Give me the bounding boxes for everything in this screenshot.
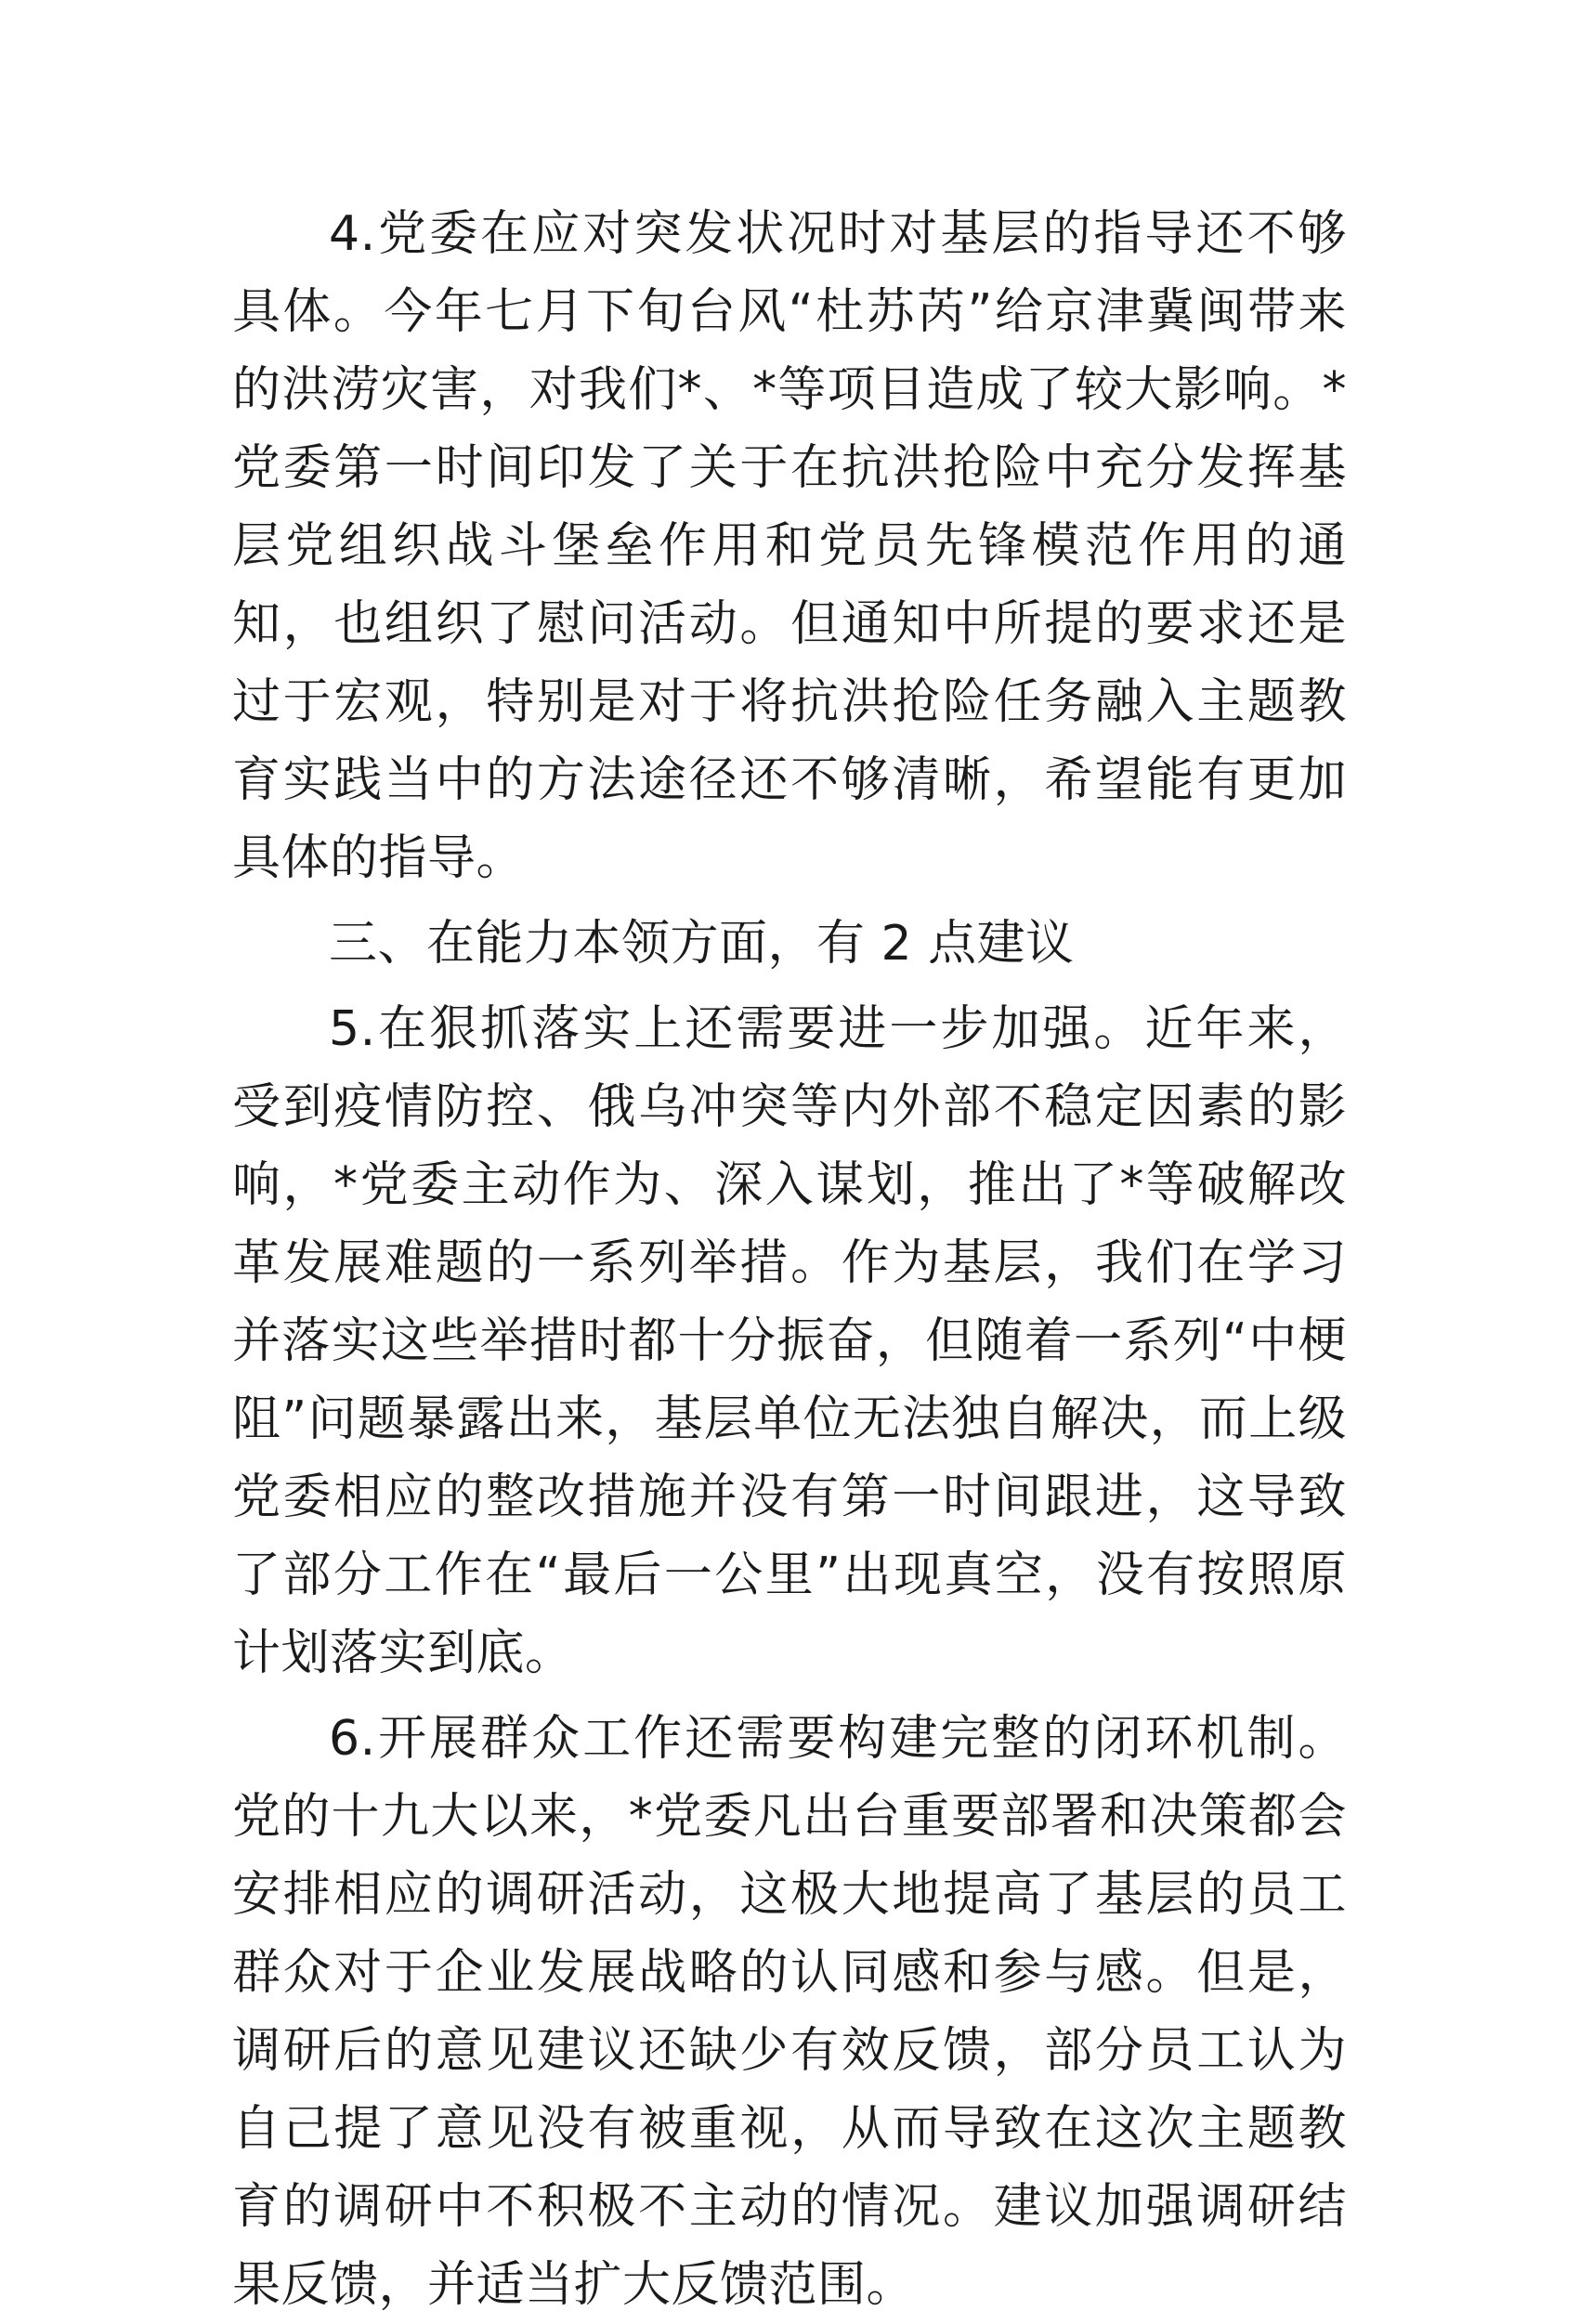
paragraph-4: 4.党委在应对突发状况时对基层的指导还不够具体。今年七月下旬台风“杜苏芮”给京津冀闽带来的洪涝灾害，对我们*、*等项目造成了较大影响。*党委第一时间印发了关于在抗洪抢险中充分发挥基层党组织战斗堡垒作用和党员先锋模范作用的通知，也组织了慰问活动。但通知中所提的要求还是过于宏观，特别是对于将抗洪抢险任务融入主题教育实践当中的方法途径还不够清晰，希望能有更加具体的指导。 <box>232 206 1347 886</box>
paragraph-6: 6.开展群众工作还需要构建完整的闭环机制。党的十九大以来，*党委凡出台重要部署和决策都会安排相应的调研活动，这极大地提高了基层的员工群众对于企业发展战略的认同感和参与感。但是，调研后的意见建议还缺少有效反馈，部分员工认为自己提了意见没有被重视，从而导致在这次主题教育的调研中不积极不主动的情况。建议加强调研结果反馈，并适当扩大反馈范围。 <box>232 1711 1347 2313</box>
section-heading-3: 三、在能力本领方面，有 2 点建议 <box>329 916 1075 972</box>
document-body <box>232 195 1347 2324</box>
paragraph-5: 5.在狠抓落实上还需要进一步加强。近年来，受到疫情防控、俄乌冲突等内外部不稳定因素的影响，*党委主动作为、深入谋划，推出了*等破解改革发展难题的一系列举措。作为基层，我们在学习并落实这些举措时都十分振奋，但随着一系列“中梗阻”问题暴露出来，基层单位无法独自解决，而上级党委相应的整改措施并没有第一时间跟进，这导致了部分工作在“最后一公里”出现真空，没有按照原计划落实到底。 <box>232 1001 1347 1681</box>
